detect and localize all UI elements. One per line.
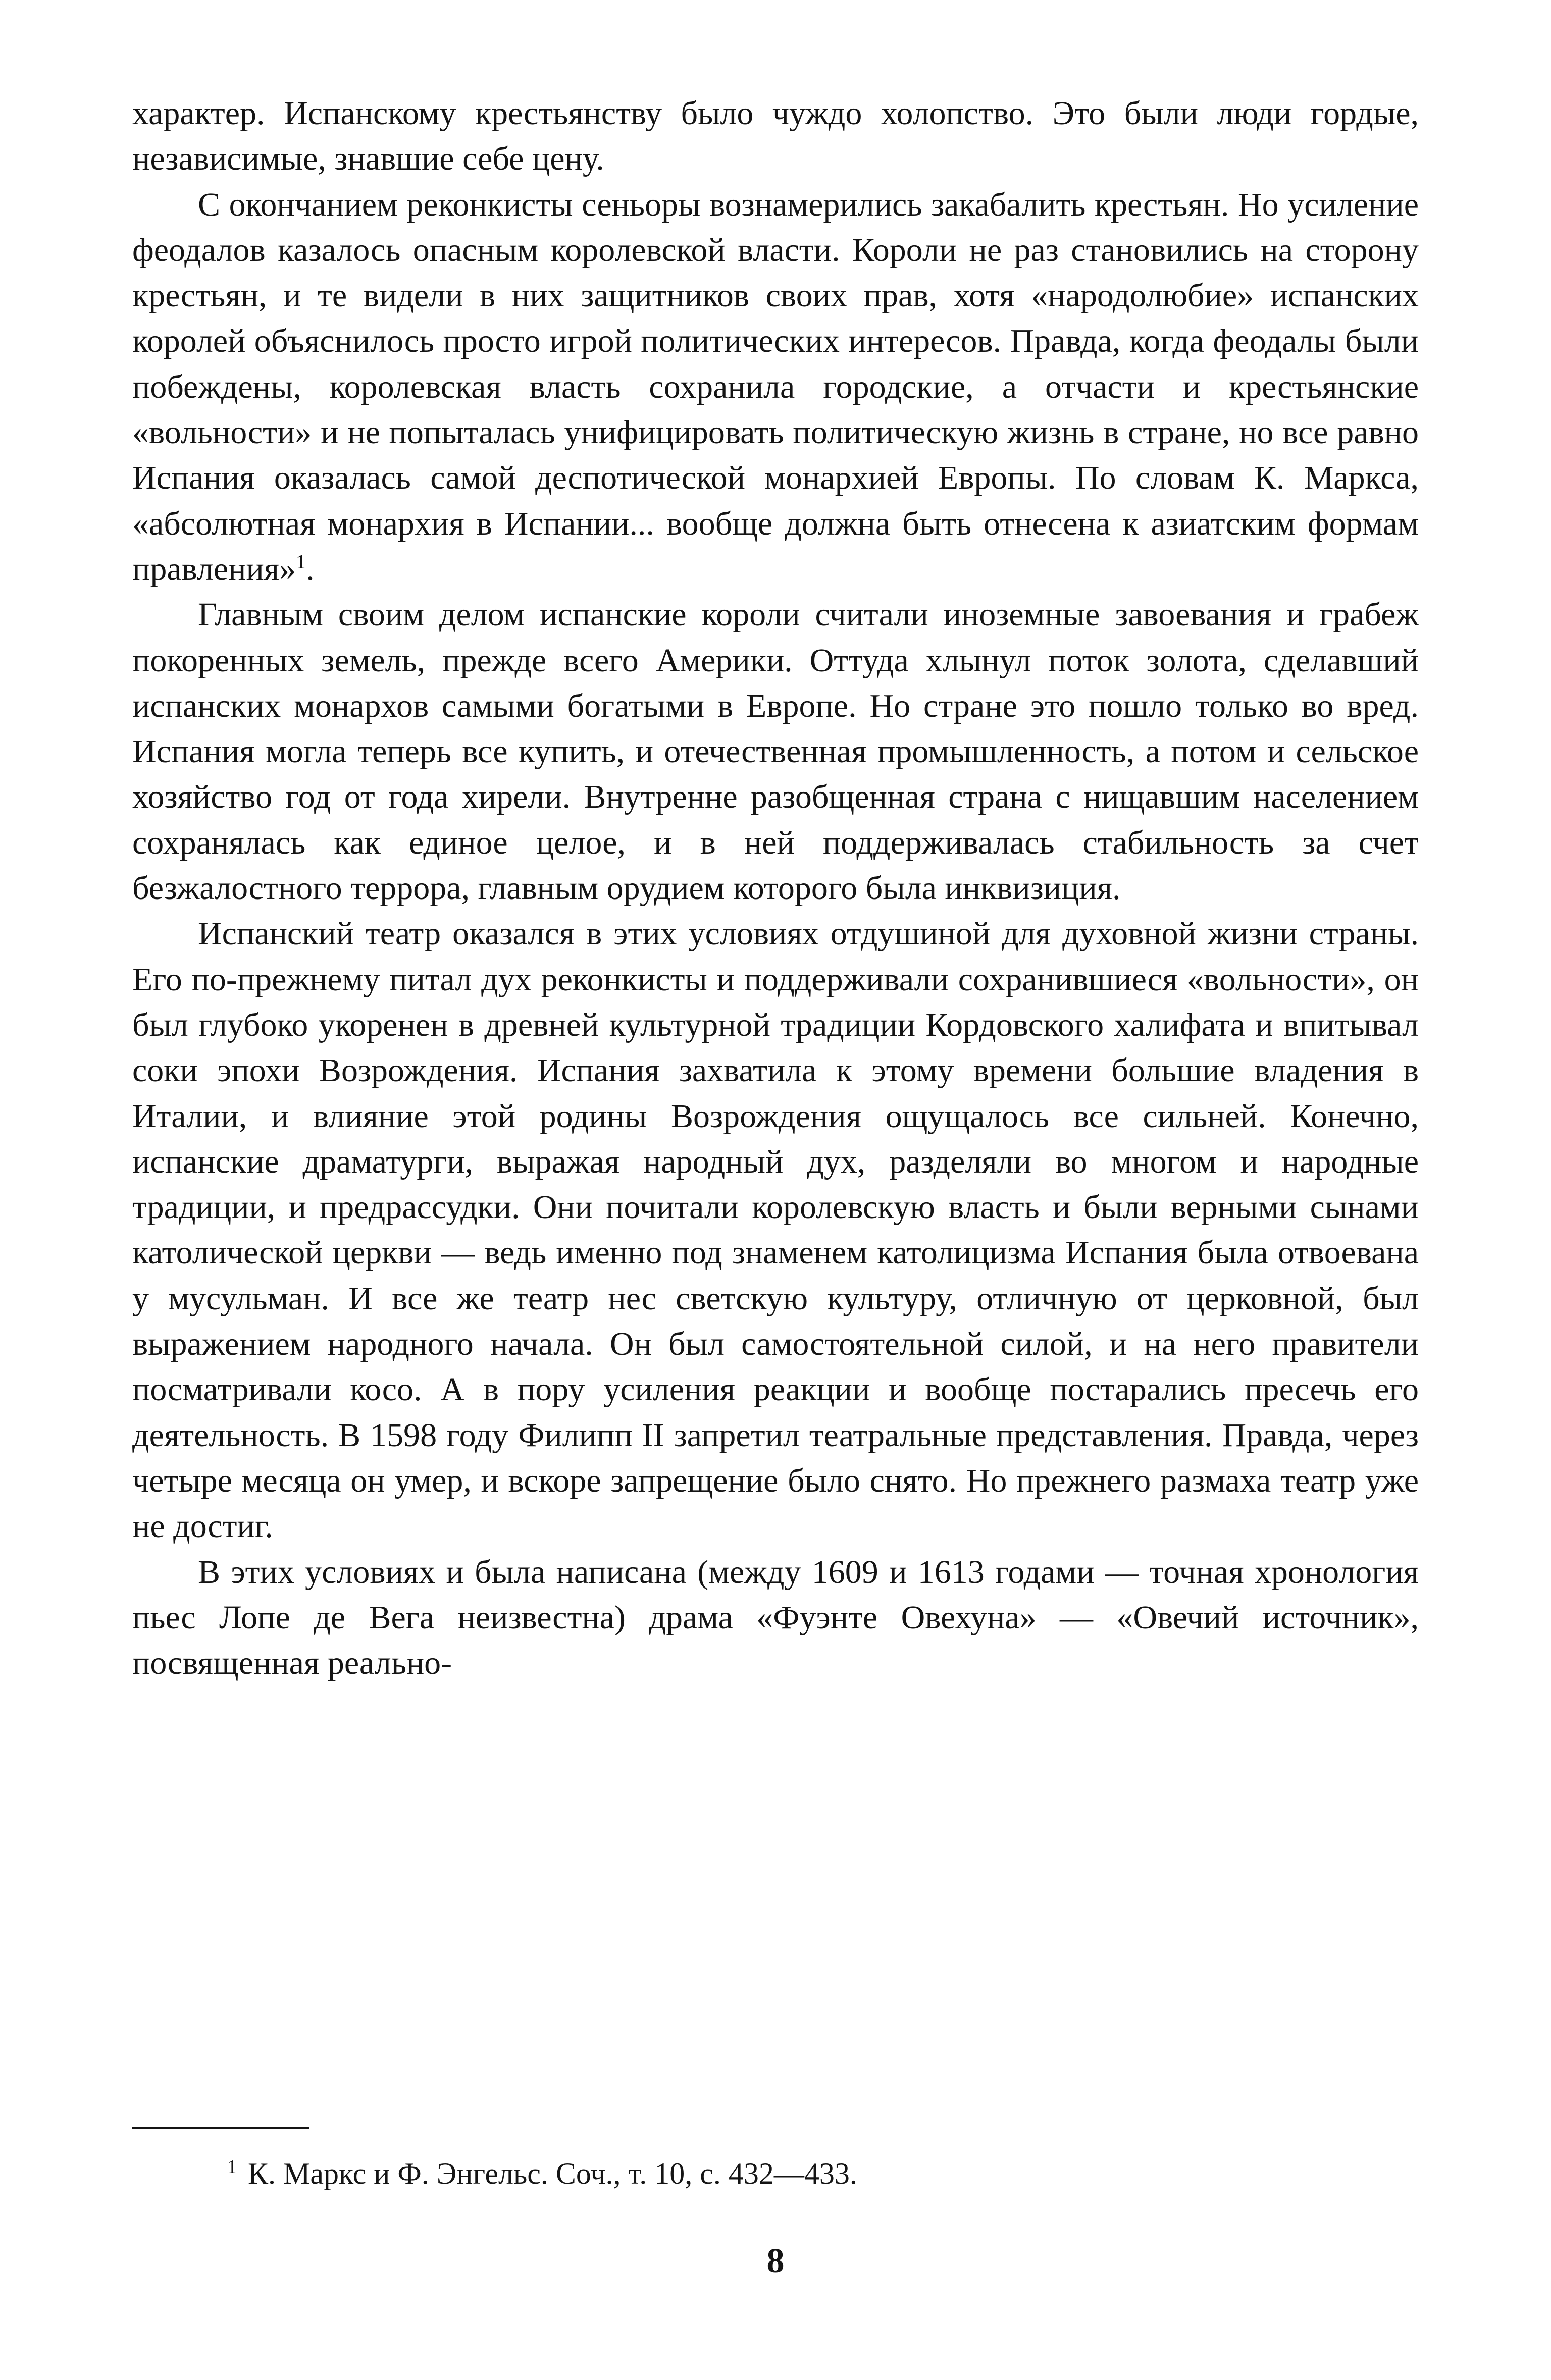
footnote-text: К. Маркс и Ф. Энгельс. Соч., т. 10, с. 432—433. — [248, 2157, 857, 2190]
paragraph-2 — [132, 182, 1419, 593]
page-body — [132, 91, 1419, 1686]
footnote-reference[interactable]: 1 — [296, 550, 306, 573]
paragraph-5: В этих условиях и была написана (между 1609 и 1613 годами — точная хронология пьес Лопе де Вега неизвестна) драма «Фуэнте Овехуна» — «Овечий источник», посвященная реально- — [132, 1553, 1419, 1682]
footnote-mark: 1 — [227, 2156, 237, 2178]
paragraph-3: Главным своим делом испанские короли считали иноземные завоевания и грабеж покоренных земель, прежде всего Америки. Оттуда хлынул поток золота, сделавший испанских монархов самыми богатыми в Европе. Но стране это пошло только во вред. Испания могла теперь все купить, и отечественная промышленность, а потом и сельское хозяйство год от года хирели. Внутренне разобщенная страна с нищавшим населением сохранялась как единое целое, и в ней поддерживалась стабильность за счет безжалостного террора, главным орудием которого была инквизиция. — [132, 596, 1419, 907]
main-text — [132, 91, 1419, 1686]
paragraph-2-tail: . — [306, 550, 315, 588]
paragraph-1: характер. Испанскому крестьянству было чуждо холопство. Это были люди гордые, независимые, знавшие себе цену. — [132, 95, 1419, 178]
paragraph-2-text: С окончанием реконкисты сеньоры вознамерились закабалить крестьян. Но усиление феодалов казалось опасным королевской власти. Короли не раз становились на сторону крестьян, и те видели в них защитников своих прав, хотя «народолюбие» испанских королей объяснилось просто игрой политических интересов. Правда, когда феодалы были побеждены, королевская власть сохранила городские, а отчасти и крестьянские «вольности» и не попыталась унифицировать политическую жизнь в стране, но все равно Испания оказалась самой деспотической монархией Европы. По словам К. Маркса, «абсолютная монархия в Испании... вообще должна быть отнесена к азиатским формам правления» — [132, 186, 1419, 588]
footnote-divider — [132, 2127, 309, 2129]
paragraph-4: Испанский театр оказался в этих условиях отдушиной для духовной жизни страны. Его по-прежнему питал дух реконкисты и поддерживали сохранившиеся «вольности», он был глубоко укоренен в древней культурной традиции Кордовского халифата и впитывал соки эпохи Возрождения. Испания захватила к этому времени большие владения в Италии, и влияние этой родины Возрождения ощущалось все сильней. Конечно, испанские драматурги, выражая народный дух, разделяли во многом и народные традиции, и предрассудки. Они почитали королевскую власть и были верными сынами католической церкви — ведь именно под знаменем католицизма Испания была отвоевана у мусульман. И все же театр нес светскую культуру, отличную от церковной, был выражением народного начала. Он был самостоятельной силой, и на него правители посматривали косо. А в пору усиления реакции и вообще постарались пресечь его деятельность. В 1598 году Филипп II запретил театральные представления. Правда, через четыре месяца он умер, и вскоре запрещение было снято. Но прежнего размаха театр уже не достиг. — [132, 915, 1419, 1545]
footnote — [227, 2153, 1388, 2194]
page-number: 8 — [766, 2242, 785, 2281]
